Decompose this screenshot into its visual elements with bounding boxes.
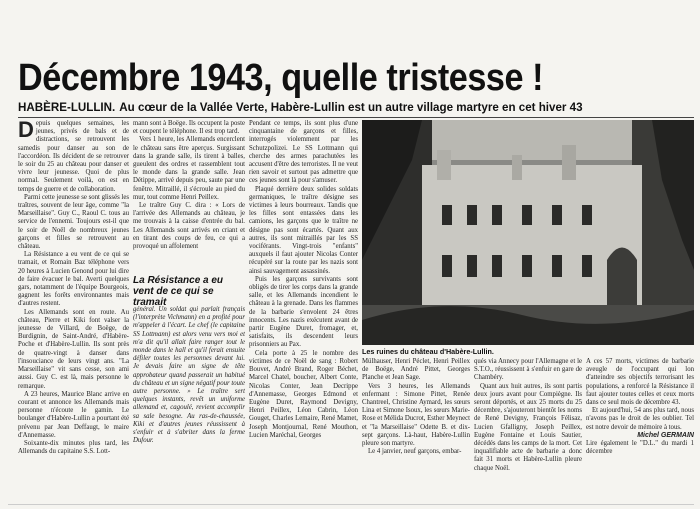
paragraph: A ces 57 morts, victimes de barbarie aveugle de l'occupant qui lon d'atteindre ses objectifs terrorisant les populations, a renforcé la Résistance il faut ajouter toutes celles et ceux morts dans ce seul mois de décembre 43.: [586, 358, 694, 407]
headline-rule: [18, 117, 694, 118]
deck-text: Au cœur de la Vallée Verte, Habère-Lullin est un autre village martyre en cet hiver 43: [119, 101, 583, 114]
column-4: [362, 358, 470, 503]
paragraph: Lire également le "D.L." du mardi 1 décembre: [586, 440, 694, 456]
drop-cap: D: [18, 120, 34, 142]
subheading: La Résistance a eu vent de ce qui se tramait: [133, 275, 224, 308]
column-1: [18, 120, 129, 503]
paragraph: La Résistance a eu vent de ce qui se tramait, et Romain Baz téléphone vers 20 heures à Lucien Genond pour lui dire de faire évacuer le bal. Averti quelques gars, notamment de l'équipe Bourgeois, gagnent les forêts environnantes mais d'autres restent.: [18, 251, 129, 308]
paragraph: Plaqué derrière deux solides soldats germaniques, le traître désigne ses victimes à leurs bourreaux. Tandis que les filles sont entassées dans les camions, les garçons que le traître ne désigne pas sont écartés. Quant aux autres, ils sont mitraillés par les SS vociférants. Vingt-trois "enfants" auxquels il faut ajouter Nicolas Conter récupéré sur la route par les nazis sont ainsi sauvagement assassinés.: [249, 185, 358, 275]
paragraph: Puis les garçons survivants sont obligés de tirer les corps dans la grande salle, et les Allemands incendient le château à la grenade. Dans les flammes de la barbarie s'envolent 24 êtres innocents. Les nazis exécutent avant de partir Eugène Duret, fromager, et, satisfaits, ils descendent leurs prisonniers au Pax.: [249, 275, 358, 349]
paragraph: Le traître Guy C. dira : « Lors de l'arrivée des Allemands au château, je me trouvais à la caisse d'entrée du bal. Les Allemands sont arrivés en criant et en tirant des coups de feu, ce qui a provoqué un affolement: [133, 202, 245, 251]
column-6: [586, 358, 694, 503]
column-2-continued: [133, 306, 245, 503]
paragraph: Et aujourd'hui, 54 ans plus tard, nous n'avons pas le droit de les oublier. Tel est notre devoir de mémoire à tous.: [586, 407, 694, 431]
photo-illustration: [362, 120, 694, 345]
paragraph-text: epuis quelques semaines, les jeunes, privés de bals et de distractions, se retrouvent les samedis pour danser au son de l'accordéon. Ils décident de se retrouver le soir du 25 au château pour danser et vivre leur jeunesse. Quoi de plus normal. Seulement voilà, on est en temps de guerre et de collaboration.: [18, 120, 129, 193]
paragraph: [18, 120, 129, 194]
column-2: [133, 120, 245, 272]
paragraph: qués via Annecy pour l'Allemagne et le S.T.O., réussissent à s'enfuir en gare de Chambéry.: [474, 358, 582, 382]
paragraph: général. Un soldat qui parlait français (l'interprète Vichmann) en a profité pour m'appeler à l'écart. Le chef (le capitaine SS Lottmann) est alors venu vers moi et m'a dit qu'il allait faire ranger tout le monde dans le hall et qu'il ferait ensuite défiler toutes les personnes devant lui. Je devais faire un signe de tête approbateur quand passerait un habitué du château et un signe négatif pour toute autre personne. » Le traître sert quelques instants, revêt un uniforme allemand et, cagoulé, revient accomplir sa sale besogne. Au ras-de-chaussée, Kiki et d'autres jeunes réussissent à s'enfuir et à s'abriter dans la ferme Dufour.: [133, 306, 245, 445]
paragraph: A 23 heures, Maurice Blanc arrive en courant et annonce les Allemands mais personne n'écoute le gamin. Le boulanger d'Habère-Lullin a pourtant été prévenu par Jean Deffaugt, le maire d'Annemasse.: [18, 390, 129, 439]
page-bottom-edge: [8, 504, 694, 505]
column-3: [249, 120, 358, 503]
paragraph: Vers 3 heures, les Allemands enfermant : Simone Pittet, Renée Chantreel, Christine Aymard, les sœurs Lina et Simone Isoux, les sœurs Marie-Rose et Mélida Ducrot, Esther Meynect et "la Marseillaise" Odette B. et dix-sept garçons. Là-haut, Habère-Lullin pleure son martyre.: [362, 382, 470, 448]
paragraph: Mülhauser, Henri Péclet, Henri Peillex de Boëge, André Pittet, Georges Planche et Jean Sage.: [362, 358, 470, 382]
paragraph: Les Allemands sont en route. Au château, Pierre et Kiki font valser la jeunesse de Villard, de Boëge, de Burdignin, de Saint-André, d'Habère-Poche et d'Habère-Lullin. Ils sont près de quatre-vingt à danser dans l'insouciance de leurs vingt ans. "La Marseillaise" vit sans cesse, son ami aussi. Guy C. est là, mais personne le remarque.: [18, 308, 129, 390]
headline: Décembre 1943, quelle tristesse !: [18, 57, 544, 99]
column-5: [474, 358, 582, 503]
deck-kicker: HABÈRE-LULLIN.: [18, 101, 116, 114]
photo-caption: Les ruines du château d'Habère-Lullin.: [362, 347, 494, 356]
chateau-ruins-photo: [362, 120, 694, 345]
paragraph: Pendant ce temps, ils sont plus d'une cinquantaine de garçons et filles, interrogés violemment par les Schutzpolizei. Le SS Lottmann qui cherche des armes parachutées les accusent d'être des terroristes. Il ne veut rien savoir et surtout pas admettre que ces jeunes sont là pour s'amuser.: [249, 120, 358, 185]
paragraph: Quant aux huit autres, ils sont partis deux jours avant pour Compiègne. Ils seront déportés, et aux 25 morts du 25 décembre, s'ajouteront bientôt les noms de René Devigny, François Félisaz, Lucien Gfalligny, Joseph Peillex, Eugène Fontaine et Louis Sautier, décédés dans les camps de la mort. Cet inqualifiable acte de barbarie a donc fait 31 morts et Habère-Lullin pleure chaque Noël.: [474, 382, 582, 472]
paragraph: Vers 1 heure, les Allemands encerclent le château sans être aperçus. Surgissant dans la grande salle, ils tirent à balles, gueulent des ordres et rassemblent tout le monde dans la grande salle. Jean Détippe, arrivé depuis peu, saute par une fenêtre. Mitraillé, il s'écroule au pied du mur, tout comme Henri Peillex.: [133, 136, 245, 201]
article-deck: [18, 100, 698, 116]
paragraph: Parmi cette jeunesse se sont glissés les traîtres, souvent de leur âge, comme "la Marseillaise". Guy C., Raoul C. tous au service de l'ennemi. Toujours est-il que le soir de Noël de nombreux jeunes garçons et filles se retrouvent au château.: [18, 193, 129, 251]
paragraph: Cela porte à 25 le nombre des victimes de ce Noël de sang : Robert Bouvet, André Brand, Roger Béchet, Marcel Chatel, boucher, Albert Conte, Nicolas Conter, Jean Decrippe d'Annemasse, Georges Edmond et Eugène Duret, Raymond Devigny, Henri Peillex, Léon Cabrin, Léon Gouget, Charles Lemaire, René Mamet, Joseph Montjournal, René Mouthon, Lucien Maréchal, Georges: [249, 349, 358, 439]
author-signature: Michel GERMAIN: [637, 431, 694, 439]
paragraph: mann sont à Boëge. Ils occupent la poste et coupent le téléphone. Il est trop tard.: [133, 120, 245, 136]
paragraph: Soixante-dix minutes plus tard, les Allemands du capitaine S.S. Lott-: [18, 439, 129, 456]
paragraph: Le 4 janvier, neuf garçons, embar-: [368, 448, 462, 456]
